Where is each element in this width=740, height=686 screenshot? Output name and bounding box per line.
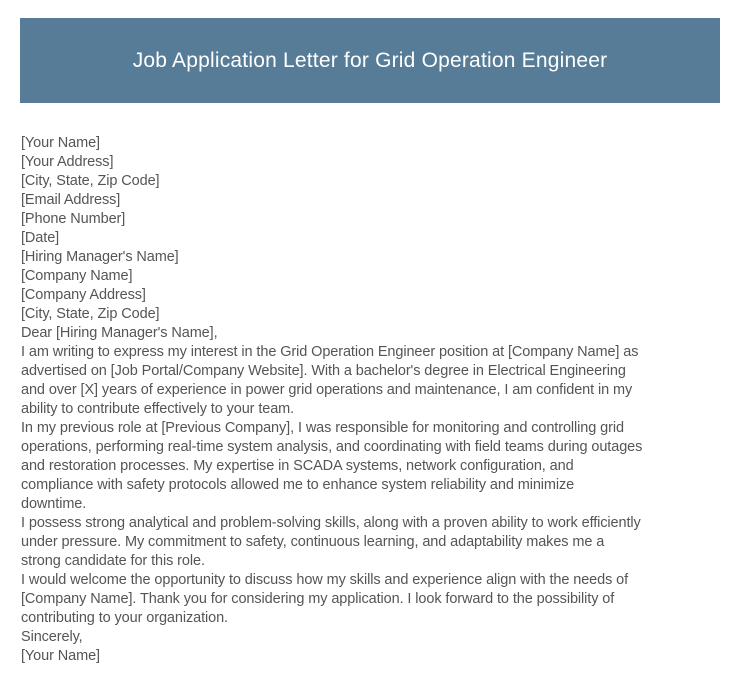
letter-line: I possess strong analytical and problem-solving skills, along with a proven ability to work efficiently	[21, 515, 641, 531]
letter-line-signature: [Your Name]	[21, 648, 100, 664]
letter-line: I would welcome the opportunity to discuss how my skills and experience align with the needs of	[21, 572, 629, 588]
letter-line-city-state-zip: [City, State, Zip Code]	[21, 173, 160, 189]
letter-line-date: [Date]	[21, 230, 60, 246]
letter-line-your-address: [Your Address]	[21, 154, 114, 170]
letter-line: and over [X] years of experience in power grid operations and maintenance, I am confident in my	[21, 382, 633, 398]
letter-body	[21, 134, 731, 666]
letter-line: [Company Name]. Thank you for considering my application. I look forward to the possibility of	[21, 591, 615, 607]
letter-line: under pressure. My commitment to safety, continuous learning, and adaptability makes me a	[21, 534, 605, 550]
letter-line-hiring-manager: [Hiring Manager's Name]	[21, 249, 179, 265]
letter-line: strong candidate for this role.	[21, 553, 205, 569]
letter-line: contributing to your organization.	[21, 610, 228, 626]
letter-line: ability to contribute effectively to your team.	[21, 401, 295, 417]
letter-line: compliance with safety protocols allowed me to enhance system reliability and minimize	[21, 477, 575, 493]
letter-line: operations, performing real-time system analysis, and coordinating with field teams during outages	[21, 439, 643, 455]
letter-line-closing: Sincerely,	[21, 629, 83, 645]
letter-line: I am writing to express my interest in the Grid Operation Engineer position at [Company Name] as	[21, 344, 639, 360]
letter-line-company-city-state-zip: [City, State, Zip Code]	[21, 306, 160, 322]
title-banner	[20, 18, 720, 103]
letter-line-company-address: [Company Address]	[21, 287, 146, 303]
letter-line-company-name: [Company Name]	[21, 268, 133, 284]
letter-line-email: [Email Address]	[21, 192, 121, 208]
letter-line: advertised on [Job Portal/Company Website]. With a bachelor's degree in Electrical Engineering	[21, 363, 626, 379]
letter-line: In my previous role at [Previous Company], I was responsible for monitoring and controlling grid	[21, 420, 624, 436]
page-title: Job Application Letter for Grid Operation Engineer	[132, 48, 608, 72]
letter-line: and restoration processes. My expertise in SCADA systems, network configuration, and	[21, 458, 574, 474]
letter-line-salutation: Dear [Hiring Manager's Name],	[21, 325, 218, 341]
letter-line-phone: [Phone Number]	[21, 211, 126, 227]
letter-line-your-name: [Your Name]	[21, 135, 100, 151]
letter-line: downtime.	[21, 496, 87, 512]
